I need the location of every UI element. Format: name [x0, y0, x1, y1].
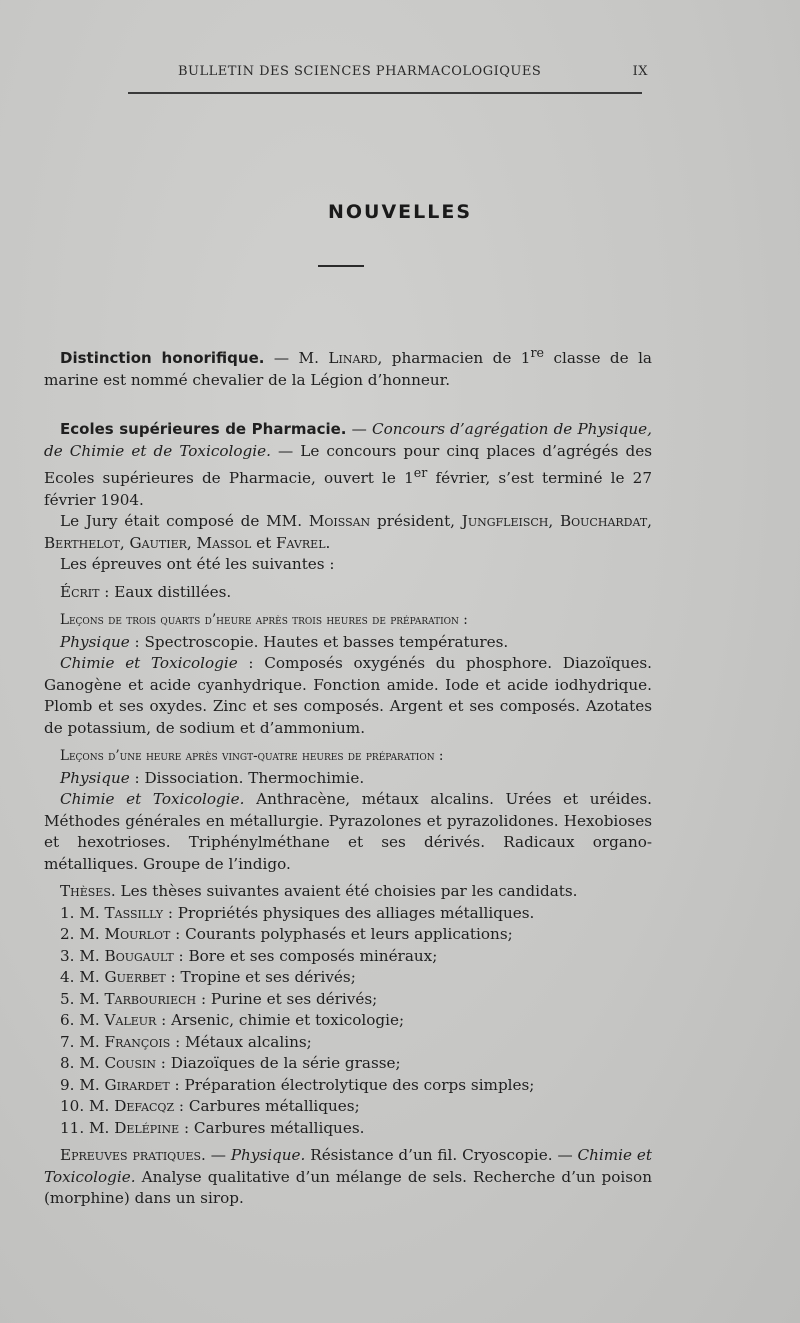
lecons-24h-physique: Physique : Dissociation. Thermochimie. [60, 768, 365, 787]
page-number: IX [632, 64, 648, 79]
candidate-name: Mourlot [104, 925, 171, 944]
lecons-24h-chimie: Chimie et Toxicologie. Anthracène, métaux alcalins. Urées et uréides. Méthodes générales en métallurgie. Pyrazolones et pyrazolidones. Hexobioses et hexotrioses. Triphénylméthane et ses dérivés. Radicaux organo-métalliques. Groupe de l’indigo. [44, 790, 652, 873]
candidate-name: Valeur [104, 1011, 157, 1030]
section-divider [318, 265, 364, 267]
pratiques-paragraph: Epreuves pratiques. — Physique. Résistance d’un fil. Cryoscopie. — Chimie et Toxicologie. Analyse qualitative d’un mélange de sels. Recherche d’un poison (morphine) dans un sirop. [44, 1146, 652, 1208]
thesis-item: 7. M. François : Métaux alcalins; [60, 1032, 312, 1051]
jury-paragraph: Le Jury était composé de MM. Moissan président, Jungfleisch, Bouchardat, Berthelot, Gautier, Massol et Favrel. [44, 512, 652, 552]
candidate-name: Tassilly [104, 903, 163, 922]
distinction-heading: Distinction honorifique. [60, 349, 265, 368]
header-rule [128, 92, 642, 94]
lecons-3h-physique: Physique : Spectroscopie. Hautes et basses températures. [60, 632, 509, 651]
thesis-item: 10. M. Defacqz : Carbures métalliques; [60, 1097, 360, 1116]
thesis-item: 5. M. Tarbouriech : Purine et ses dérivés; [60, 989, 378, 1008]
lecons-3h-chimie: Chimie et Toxicologie : Composés oxygénés du phosphore. Diazoïques. Ganogène et acide cyanhydrique. Fonction amide. Iode et acide iodhydrique. Plomb et ses oxydes. Zinc et ses composés. Argent et ses composés. Azotates de potassium, de sodium et d’ammonium. [44, 654, 652, 737]
journal-title: BULLETIN DES SCIENCES PHARMACOLOGIQUES [178, 64, 542, 79]
ecoles-paragraph: Ecoles supérieures de Pharmacie. — Concours d’agrégation de Physique, de Chimie et de Toxicologie. — Le concours pour cinq places d’agrégés des Ecoles supérieures de Pharmacie, ouvert le 1er février, s’est terminé le 27 février 1904. [44, 420, 653, 509]
section-title: NOUVELLES [327, 201, 473, 223]
thesis-item: 4. M. Guerbet : Tropine et ses dérivés; [60, 968, 356, 987]
ecoles-heading: Ecoles supérieures de Pharmacie. [60, 420, 347, 439]
theses-intro: Thèses. Les thèses suivantes avaient été choisies par les candidats. [60, 882, 578, 901]
theses-list [44, 903, 652, 1140]
candidate-name: Delépine [114, 1118, 180, 1137]
ecrit-paragraph: Écrit : Eaux distillées. [60, 582, 232, 601]
person-name: Linard [328, 349, 378, 368]
candidate-name: Bougault [104, 946, 174, 965]
candidate-name: Cousin [104, 1054, 156, 1073]
candidate-name: Girardet [104, 1075, 170, 1094]
lecons-3h-label: Leçons de trois quarts d’heure après trois heures de préparation : [60, 612, 468, 629]
concours-title: Concours d’agrégation de Physique, de Chimie et de Toxicologie. [44, 420, 652, 460]
candidate-name: Guerbet [104, 968, 166, 987]
article-body [44, 342, 652, 1210]
thesis-item: 1. M. Tassilly : Propriétés physiques des alliages métalliques. [60, 903, 535, 922]
epreuves-intro: Les épreuves ont été les suivantes : [60, 555, 335, 574]
thesis-item: 8. M. Cousin : Diazoïques de la série grasse; [60, 1054, 401, 1073]
thesis-item: 3. M. Bougault : Bore et ses composés minéraux; [60, 946, 438, 965]
candidate-name: François [104, 1032, 171, 1051]
candidate-name: Tarbouriech [104, 989, 197, 1008]
lecons-24h-label: Leçons d’une heure après vingt-quatre heures de préparation : [60, 748, 444, 765]
thesis-item: 2. M. Mourlot : Courants polyphasés et leurs applications; [60, 925, 513, 944]
distinction-paragraph: Distinction honorifique. — M. Linard, pharmacien de 1re classe de la marine est nommé chevalier de la Légion d’honneur. [44, 345, 652, 389]
candidate-name: Defacqz [114, 1097, 175, 1116]
thesis-item: 6. M. Valeur : Arsenic, chimie et toxicologie; [60, 1011, 405, 1030]
thesis-item: 11. M. Delépine : Carbures métalliques. [60, 1118, 365, 1137]
thesis-item: 9. M. Girardet : Préparation électrolytique des corps simples; [60, 1075, 535, 1094]
